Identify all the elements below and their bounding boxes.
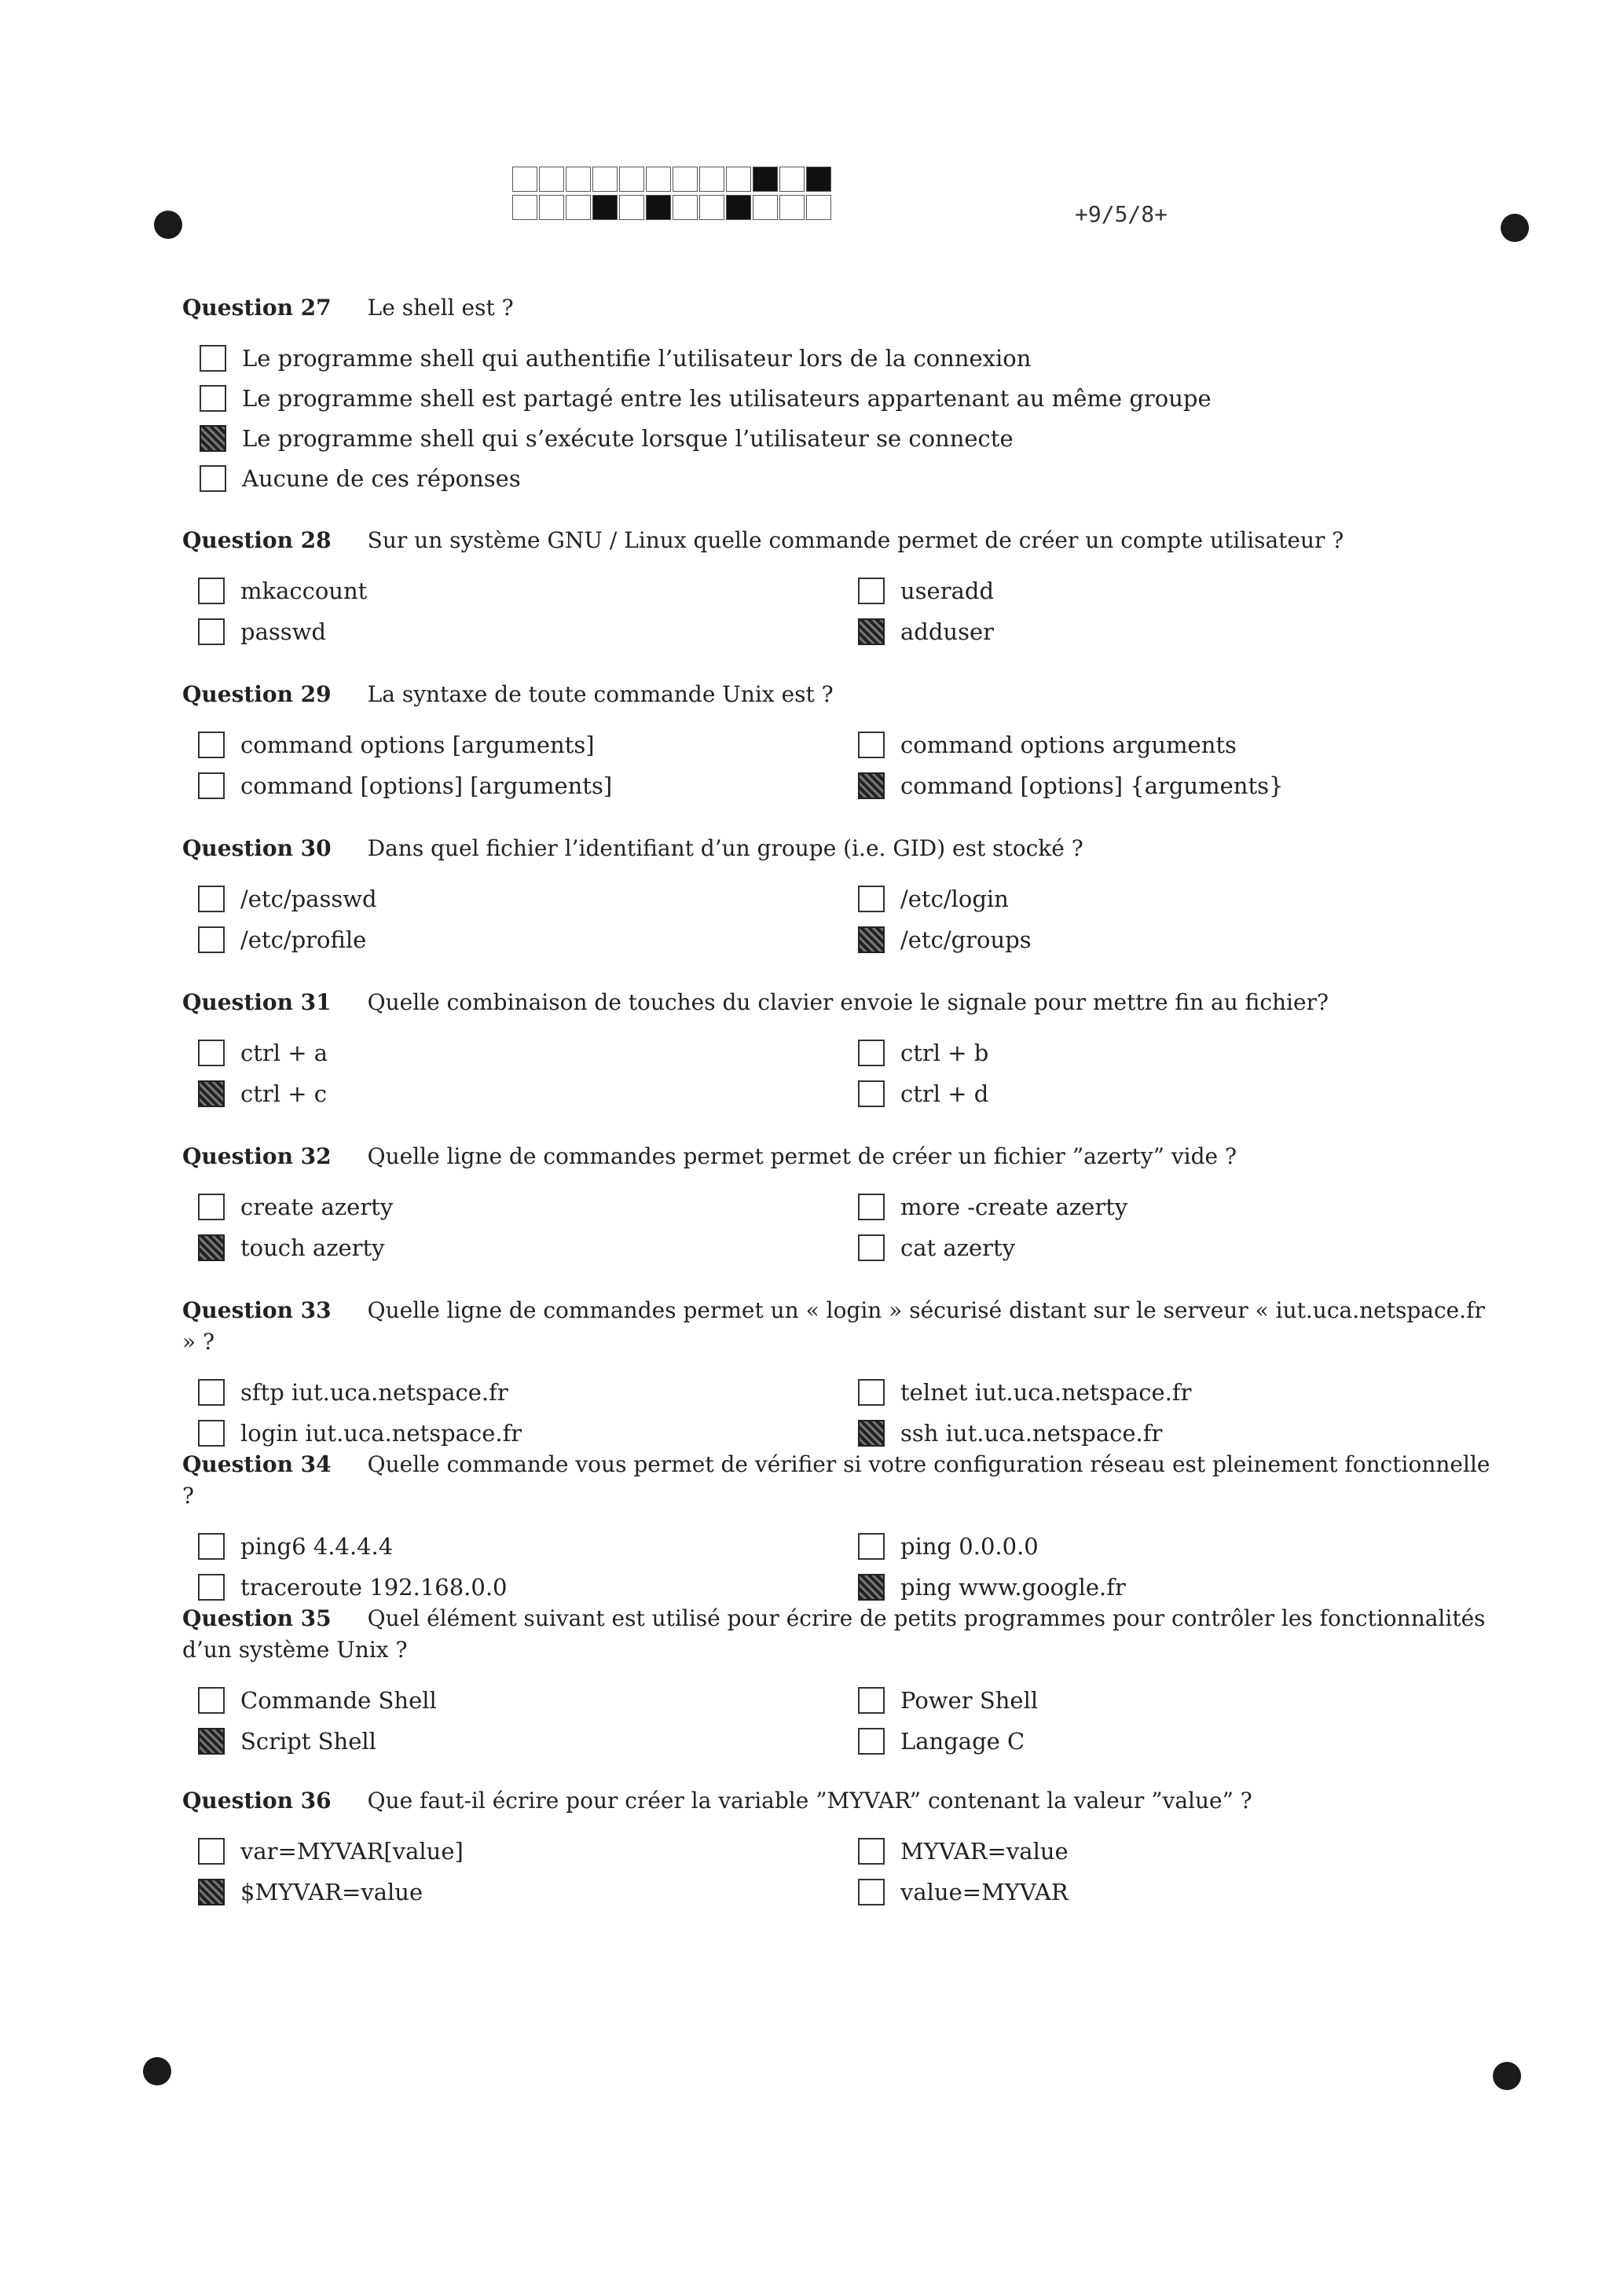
question-text: Quelle ligne de commandes permet permet de créer un fichier ”azerty” vide ? [367,1143,1237,1169]
answer-text: touch azerty [240,1234,385,1261]
question-header [182,292,1502,324]
answer-checkbox[interactable] [858,1379,885,1406]
answer-option[interactable] [858,1372,1455,1412]
question-label: Question 29 [182,681,332,707]
question-label: Question 35 [182,1605,332,1631]
answer-options [182,1372,1502,1454]
answer-option[interactable] [200,338,1502,378]
answer-checkbox[interactable] [858,578,885,604]
answer-text: useradd [900,577,995,604]
answer-option[interactable] [198,724,795,765]
question-label: Question 34 [182,1451,332,1477]
answer-options [182,1032,1502,1114]
id-grid-cell [512,195,537,220]
answer-option[interactable] [858,1872,1455,1912]
answer-checkbox[interactable] [200,425,226,452]
answer-text: Le programme shell qui authentifie l’utilisateur lors de la connexion [242,344,1032,372]
id-grid-cell [646,195,671,220]
answer-options [182,878,1502,960]
id-grid-cell [699,195,724,220]
answer-option[interactable] [858,1073,1455,1113]
answer-option[interactable] [198,919,795,959]
question-label: Question 28 [182,527,332,553]
answer-checkbox[interactable] [858,1838,885,1865]
question-text: Quelle combinaison de touches du clavier envoie le signale pour mettre fin au fichier? [367,989,1329,1015]
question-block [182,833,1502,960]
answer-checkbox[interactable] [858,1728,885,1755]
page-code: +9/5/8+ [1075,201,1168,227]
answer-checkbox[interactable] [198,1533,225,1560]
id-grid-cell [619,195,644,220]
question-label: Question 32 [182,1143,332,1169]
answer-checkbox[interactable] [198,732,225,758]
answer-option[interactable] [198,1721,795,1761]
answer-text: telnet iut.uca.netspace.fr [900,1378,1192,1406]
answer-checkbox[interactable] [198,1687,225,1714]
answer-text: /etc/login [900,885,1009,912]
answer-text: Langage C [900,1727,1025,1755]
answer-text: command [options] [arguments] [240,772,613,799]
answer-option[interactable] [858,1227,1455,1267]
registration-mark-top-left [154,211,182,239]
id-grid-cell [806,195,831,220]
answer-option[interactable] [198,1227,795,1267]
answer-text: ping 0.0.0.0 [900,1532,1039,1560]
question-label: Question 31 [182,989,332,1015]
answer-option[interactable] [200,378,1502,418]
answer-checkbox[interactable] [200,465,226,492]
id-grid-cell [753,167,778,192]
id-grid-cell [806,167,831,192]
answer-text: adduser [900,618,995,645]
registration-mark-bottom-right [1493,2062,1521,2090]
id-grid-cell [753,195,778,220]
answer-option[interactable] [198,570,795,611]
question-label: Question 30 [182,835,332,861]
answer-option[interactable] [858,919,1455,959]
answer-text: passwd [240,618,327,645]
answer-checkbox[interactable] [198,1420,225,1447]
question-text: Le shell est ? [367,295,514,321]
answer-option[interactable] [858,1187,1455,1227]
question-block [182,1295,1502,1454]
id-grid-cell [726,167,751,192]
answer-text: ssh iut.uca.netspace.fr [900,1419,1163,1447]
answer-text: command [options] {arguments} [900,772,1284,799]
answer-option[interactable] [198,1187,795,1227]
answer-text: command options [arguments] [240,731,595,758]
answer-option[interactable] [858,1526,1455,1566]
id-barcode-grid [512,167,833,223]
id-grid-cell [646,167,671,192]
question-text: Dans quel fichier l’identifiant d’un groupe (i.e. GID) est stocké ? [367,835,1083,861]
question-block [182,679,1502,806]
question-block [182,987,1502,1114]
id-grid-cell [673,167,698,192]
answer-option[interactable] [858,1032,1455,1073]
question-text: Quel élément suivant est utilisé pour écrire de petits programmes pour contrôler les fonctionnalités d’un système Unix ? [182,1605,1486,1663]
id-grid-cell [512,167,537,192]
answer-text: mkaccount [240,577,368,604]
id-grid-cell [539,195,564,220]
question-text: Quelle ligne de commandes permet un « login » sécurisé distant sur le serveur « iut.uca.netspace.fr » ? [182,1297,1485,1355]
question-label: Question 27 [182,295,332,321]
answer-checkbox[interactable] [858,1879,885,1905]
answer-text: Power Shell [900,1686,1039,1714]
registration-mark-top-right [1501,214,1529,242]
answer-options [182,724,1502,806]
answer-option[interactable] [198,1032,795,1073]
answer-option[interactable] [858,1831,1455,1871]
answer-option[interactable] [198,611,795,651]
answer-text: sftp iut.uca.netspace.fr [240,1378,508,1406]
answer-checkbox[interactable] [200,345,226,372]
answer-option[interactable] [858,878,1455,919]
answer-text: MYVAR=value [900,1837,1069,1865]
answer-text: /etc/passwd [240,885,377,912]
answer-options [182,1526,1502,1608]
answer-options [182,1680,1502,1762]
answer-checkbox[interactable] [198,1080,225,1107]
answer-text: /etc/groups [900,926,1032,953]
answer-checkbox[interactable] [858,1687,885,1714]
answer-checkbox[interactable] [858,618,885,645]
answer-text: ctrl + b [900,1039,989,1066]
question-header [182,1785,1502,1817]
answer-checkbox[interactable] [858,1040,885,1066]
answer-option[interactable] [858,724,1455,765]
answer-option[interactable] [198,1372,795,1412]
answer-option[interactable] [858,765,1455,805]
question-header [182,679,1502,710]
answer-checkbox[interactable] [198,1838,225,1865]
answer-text: more -create azerty [900,1193,1128,1220]
answer-checkbox[interactable] [858,1234,885,1261]
answer-text: /etc/profile [240,926,367,953]
question-label: Question 36 [182,1788,332,1814]
answer-options [182,570,1502,652]
question-block [182,525,1502,652]
answer-text: $MYVAR=value [240,1878,423,1905]
question-header [182,1603,1502,1666]
answer-text: Le programme shell est partagé entre les utilisateurs appartenant au même groupe [242,384,1212,412]
answer-option[interactable] [198,765,795,805]
answer-checkbox[interactable] [200,385,226,412]
answer-checkbox[interactable] [858,886,885,912]
question-block [182,1785,1502,1913]
answer-checkbox[interactable] [858,926,885,953]
answer-option[interactable] [858,1680,1455,1720]
answer-option[interactable] [198,1567,795,1607]
answer-option[interactable] [200,458,1502,498]
question-block [182,1141,1502,1268]
answer-option[interactable] [200,418,1502,458]
answer-checkbox[interactable] [198,618,225,645]
question-header [182,1141,1502,1172]
answer-options [182,1187,1502,1268]
registration-mark-bottom-left [143,2057,171,2085]
answer-text: create azerty [240,1193,394,1220]
id-grid-cell [619,167,644,192]
id-grid-cell [566,195,591,220]
answer-text: ctrl + c [240,1080,328,1107]
question-block [182,292,1502,498]
answer-checkbox[interactable] [198,1728,225,1755]
answer-option[interactable] [858,1721,1455,1761]
answer-checkbox[interactable] [858,772,885,799]
id-grid-cell [726,195,751,220]
answer-option[interactable] [858,1567,1455,1607]
answer-text: value=MYVAR [900,1878,1069,1905]
id-grid-cell [566,167,591,192]
answer-checkbox[interactable] [198,886,225,912]
answer-text: ping6 4.4.4.4 [240,1532,394,1560]
question-text: Sur un système GNU / Linux quelle commande permet de créer un compte utilisateur ? [367,527,1344,553]
answer-option[interactable] [198,1526,795,1566]
id-grid-row [512,195,833,220]
answer-checkbox[interactable] [198,1379,225,1406]
question-header [182,987,1502,1018]
answer-option[interactable] [198,1831,795,1871]
answer-text: traceroute 192.168.0.0 [240,1573,508,1601]
question-label: Question 33 [182,1297,332,1323]
answer-checkbox[interactable] [198,772,225,799]
answer-text: ctrl + a [240,1039,328,1066]
answer-checkbox[interactable] [198,1234,225,1261]
answer-checkbox[interactable] [858,1194,885,1220]
answer-text: var=MYVAR[value] [240,1837,464,1865]
answer-option[interactable] [858,570,1455,611]
answer-checkbox[interactable] [858,1533,885,1560]
answer-text: ping www.google.fr [900,1573,1126,1601]
answer-text: login iut.uca.netspace.fr [240,1419,522,1447]
answer-checkbox[interactable] [858,732,885,758]
answer-checkbox[interactable] [858,1574,885,1601]
question-header [182,833,1502,864]
answer-text: ctrl + d [900,1080,989,1107]
answer-checkbox[interactable] [198,1879,225,1905]
answer-checkbox[interactable] [198,578,225,604]
question-header [182,1295,1502,1358]
answer-text: Aucune de ces réponses [242,464,521,492]
answer-checkbox[interactable] [858,1420,885,1447]
id-grid-row [512,167,833,192]
id-grid-cell [592,195,618,220]
question-text: Quelle commande vous permet de vérifier si votre configuration réseau est pleinement fonctionnelle ? [182,1451,1490,1509]
question-block [182,1603,1502,1762]
question-text: La syntaxe de toute commande Unix est ? [367,681,834,707]
answer-text: command options arguments [900,731,1237,758]
answer-text: Commande Shell [240,1686,437,1714]
answer-option[interactable] [198,878,795,919]
question-text: Que faut-il écrire pour créer la variable ”MYVAR” contenant la valeur ”value” ? [367,1788,1252,1814]
answer-text: Le programme shell qui s’exécute lorsque l’utilisateur se connecte [242,424,1014,452]
answer-text: cat azerty [900,1234,1016,1261]
answer-option[interactable] [198,1413,795,1453]
answer-option[interactable] [198,1680,795,1720]
answer-option[interactable] [198,1073,795,1113]
question-block [182,1449,1502,1608]
answer-options [182,1831,1502,1913]
answer-checkbox[interactable] [198,1194,225,1220]
answer-option[interactable] [198,1872,795,1912]
question-header [182,525,1502,556]
id-grid-cell [699,167,724,192]
answer-checkbox[interactable] [858,1080,885,1107]
id-grid-cell [779,167,805,192]
answer-text: Script Shell [240,1727,376,1755]
question-header [182,1449,1502,1512]
answer-option[interactable] [858,1413,1455,1453]
id-grid-cell [539,167,564,192]
id-grid-cell [592,167,618,192]
id-grid-cell [779,195,805,220]
id-grid-cell [673,195,698,220]
answer-checkbox[interactable] [198,1040,225,1066]
answer-option[interactable] [858,611,1455,651]
answer-options [182,338,1502,498]
answer-checkbox[interactable] [198,926,225,953]
answer-checkbox[interactable] [198,1574,225,1601]
